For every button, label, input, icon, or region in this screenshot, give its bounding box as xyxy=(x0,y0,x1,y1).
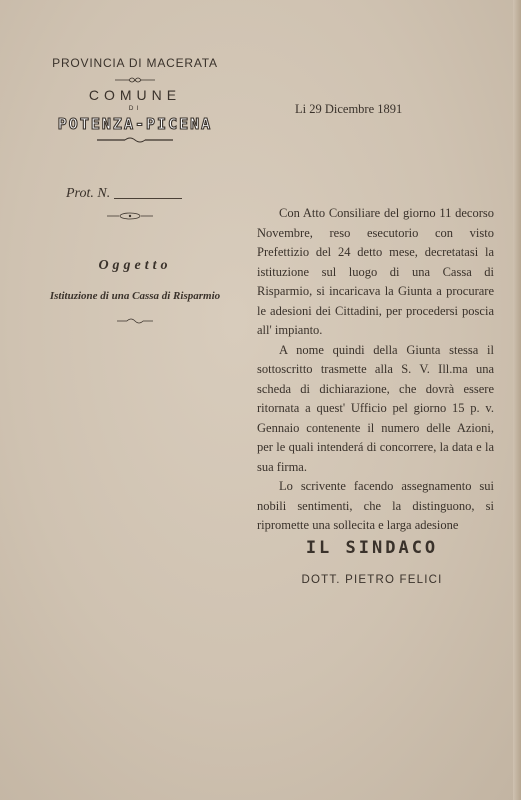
ornament-rule-icon xyxy=(95,136,175,144)
ornament-divider-icon xyxy=(113,75,157,85)
body-paragraph: Lo scrivente facendo assegnamento sui nobili sentimenti, che la distinguono, si ripromette una sollecita e larga adesione xyxy=(257,479,494,532)
province-name: PROVINCIA DI MACERATA xyxy=(52,56,218,70)
protocol-line xyxy=(114,198,182,199)
letter-date: Li 29 Dicembre 1891 xyxy=(295,102,403,116)
paper-edge xyxy=(513,0,521,800)
letter-body xyxy=(257,204,494,536)
comune-label: COMUNE xyxy=(88,87,182,103)
body-paragraph: A nome quindi della Giunta stessa il sottoscritto trasmette alla S. V. Ill.ma una scheda di dichiarazione, che dovrà essere ritornata a quest' Ufficio pel giorno 15 p. v. Gennaio contenente il numero delle Azioni, per le quali intenderá di concorrere, la data e la sua firma. xyxy=(257,342,494,474)
protocol-label: Prot. N. xyxy=(66,186,111,201)
body-paragraph: Con Atto Consiliare del giorno 11 decorso Novembre, reso esecutorio con visto Prefettizio del 24 detto mese, decretatasi la istituzione sul luogo di una Cassa di Risparmio, si incaricava la Giunta a procurare le adesioni dei Cittadini, per procedersi poscia all' impianto. xyxy=(257,206,494,337)
signature-title: IL SINDACO xyxy=(305,538,439,558)
protocol-field xyxy=(66,186,196,202)
subject-heading: Oggetto xyxy=(98,258,172,273)
di-label: DI xyxy=(128,105,142,112)
letterhead xyxy=(30,52,240,144)
ornament-small-icon xyxy=(115,317,155,325)
town-name: POTENZA-PICENA xyxy=(57,115,213,133)
signature-name: DOTT. PIETRO FELICI xyxy=(301,574,443,586)
ornament-flourish-icon xyxy=(105,211,155,221)
subject-text: Istituzione di una Cassa di Risparmio xyxy=(49,290,221,302)
